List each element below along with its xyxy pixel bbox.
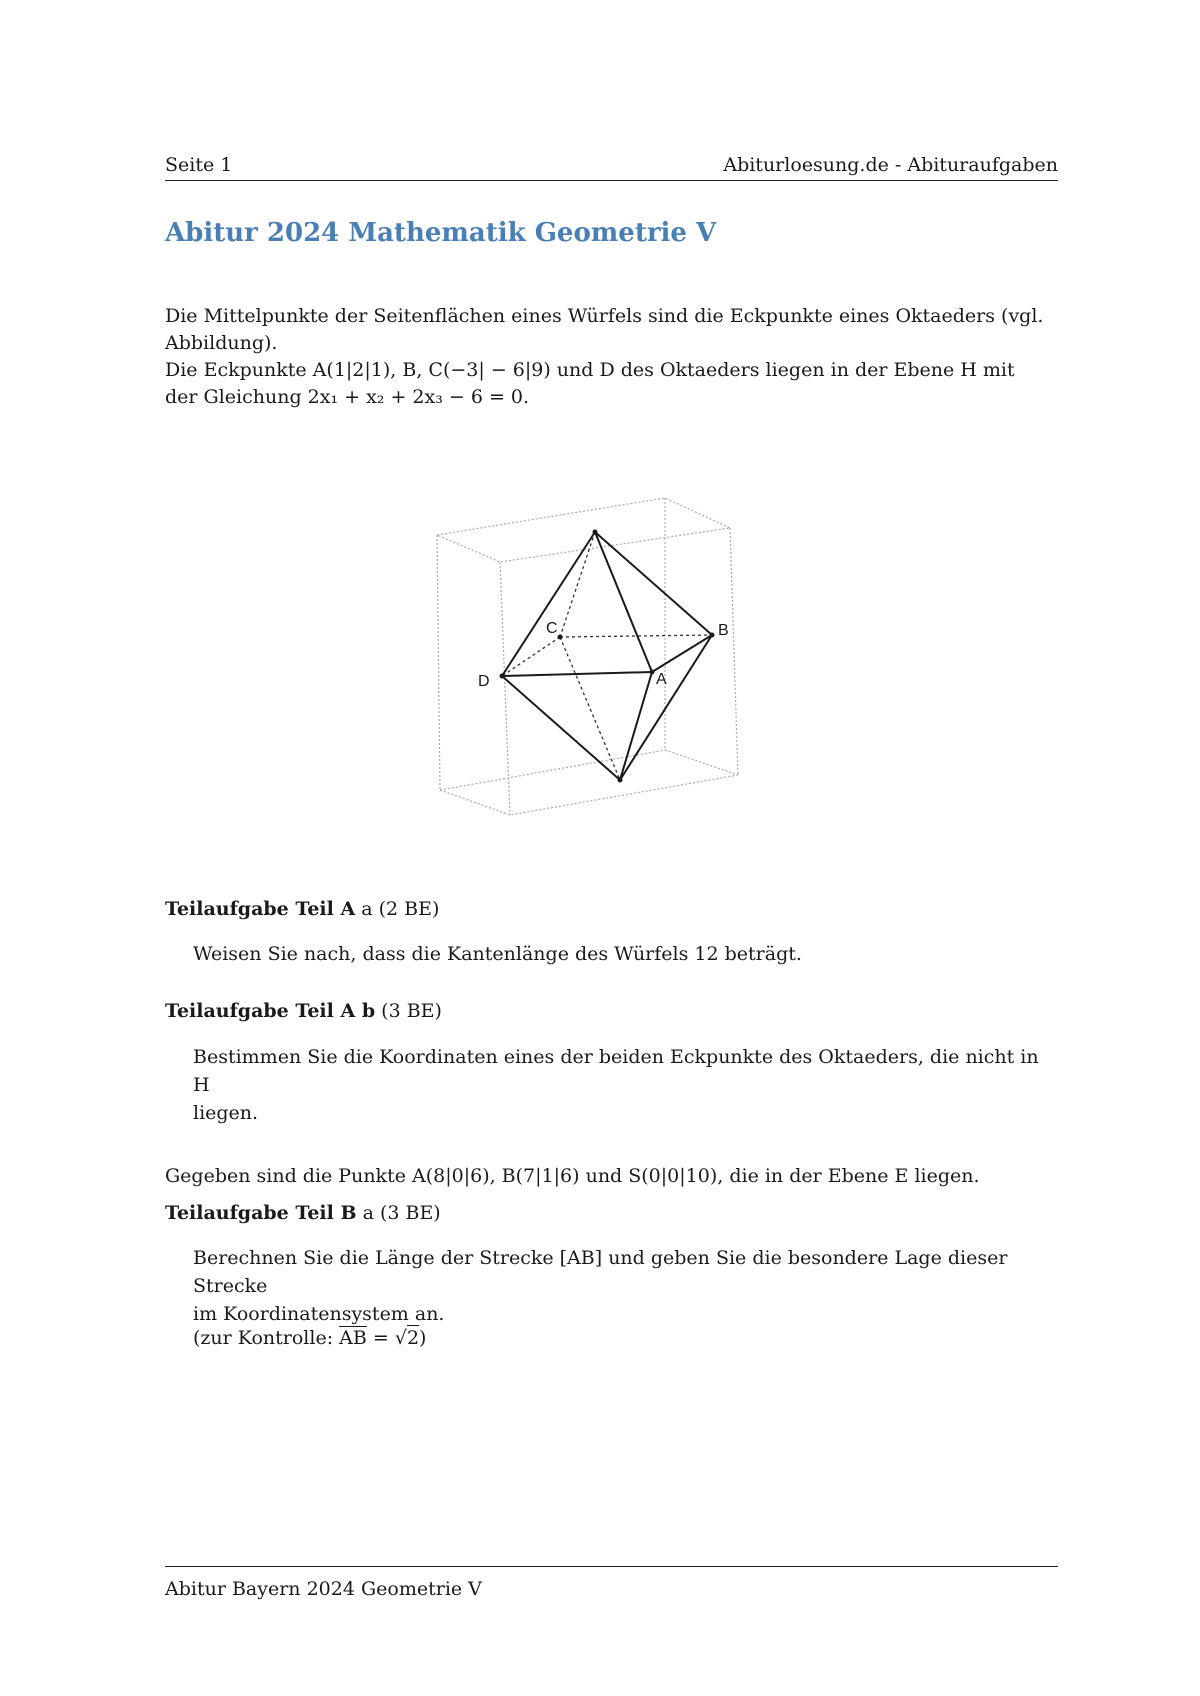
label-a: A (656, 671, 667, 688)
label-d: D (478, 673, 490, 690)
document-title: Abitur 2024 Mathematik Geometrie V (165, 218, 717, 248)
task-a-text: Weisen Sie nach, dass die Kantenlänge des Würfels 12 beträgt. (193, 943, 802, 965)
header-rule (165, 180, 1058, 181)
part-b-intro: Gegeben sind die Punkte A(8|0|6), B(7|1|6) und S(0|0|10), die in der Ebene E liegen. (165, 1165, 980, 1187)
label-c: C (546, 620, 558, 637)
footer-rule (165, 1566, 1058, 1567)
task-a-title: Teilaufgabe Teil A a (2 BE) (165, 898, 440, 920)
intro-line-2: Abbildung). (165, 332, 278, 354)
visible-edges (502, 532, 712, 780)
intro-line-1: Die Mittelpunkte der Seitenflächen eines Würfels sind die Eckpunkte eines Oktaeders (vgl. (165, 305, 1044, 327)
task-c-text: Berechnen Sie die Länge der Strecke [AB] und geben Sie die besondere Lage dieser Strecke im Koordinatensystem an. (193, 1247, 1008, 1325)
intro-text (165, 303, 1058, 411)
octahedron-figure (420, 480, 800, 820)
task-c-title: Teilaufgabe Teil B a (3 BE) (165, 1202, 441, 1224)
hidden-edges (502, 532, 712, 780)
intro-line-3: Die Eckpunkte A(1|2|1), B, C(−3| − 6|9) und D des Oktaeders liegen in der Ebene H mit (165, 359, 1015, 381)
control-value: (zur Kontrolle: $\overline{AB} = √2$) (193, 1327, 427, 1349)
task-b-title: Teilaufgabe Teil A b (3 BE) (165, 1000, 442, 1022)
page-number: Seite 1 (165, 154, 233, 176)
page-footer: Abitur Bayern 2024 Geometrie V (165, 1578, 482, 1600)
intro-line-4: der Gleichung 2x₁ + x₂ + 2x₃ − 6 = 0. (165, 386, 530, 408)
task-b-text: Bestimmen Sie die Koordinaten eines der beiden Eckpunkte des Oktaeders, die nicht in H liegen. (193, 1046, 1039, 1124)
site-name: Abiturloesung.de - Abituraufgaben (723, 154, 1058, 176)
label-b: B (718, 622, 729, 639)
cube-edges (437, 498, 738, 815)
